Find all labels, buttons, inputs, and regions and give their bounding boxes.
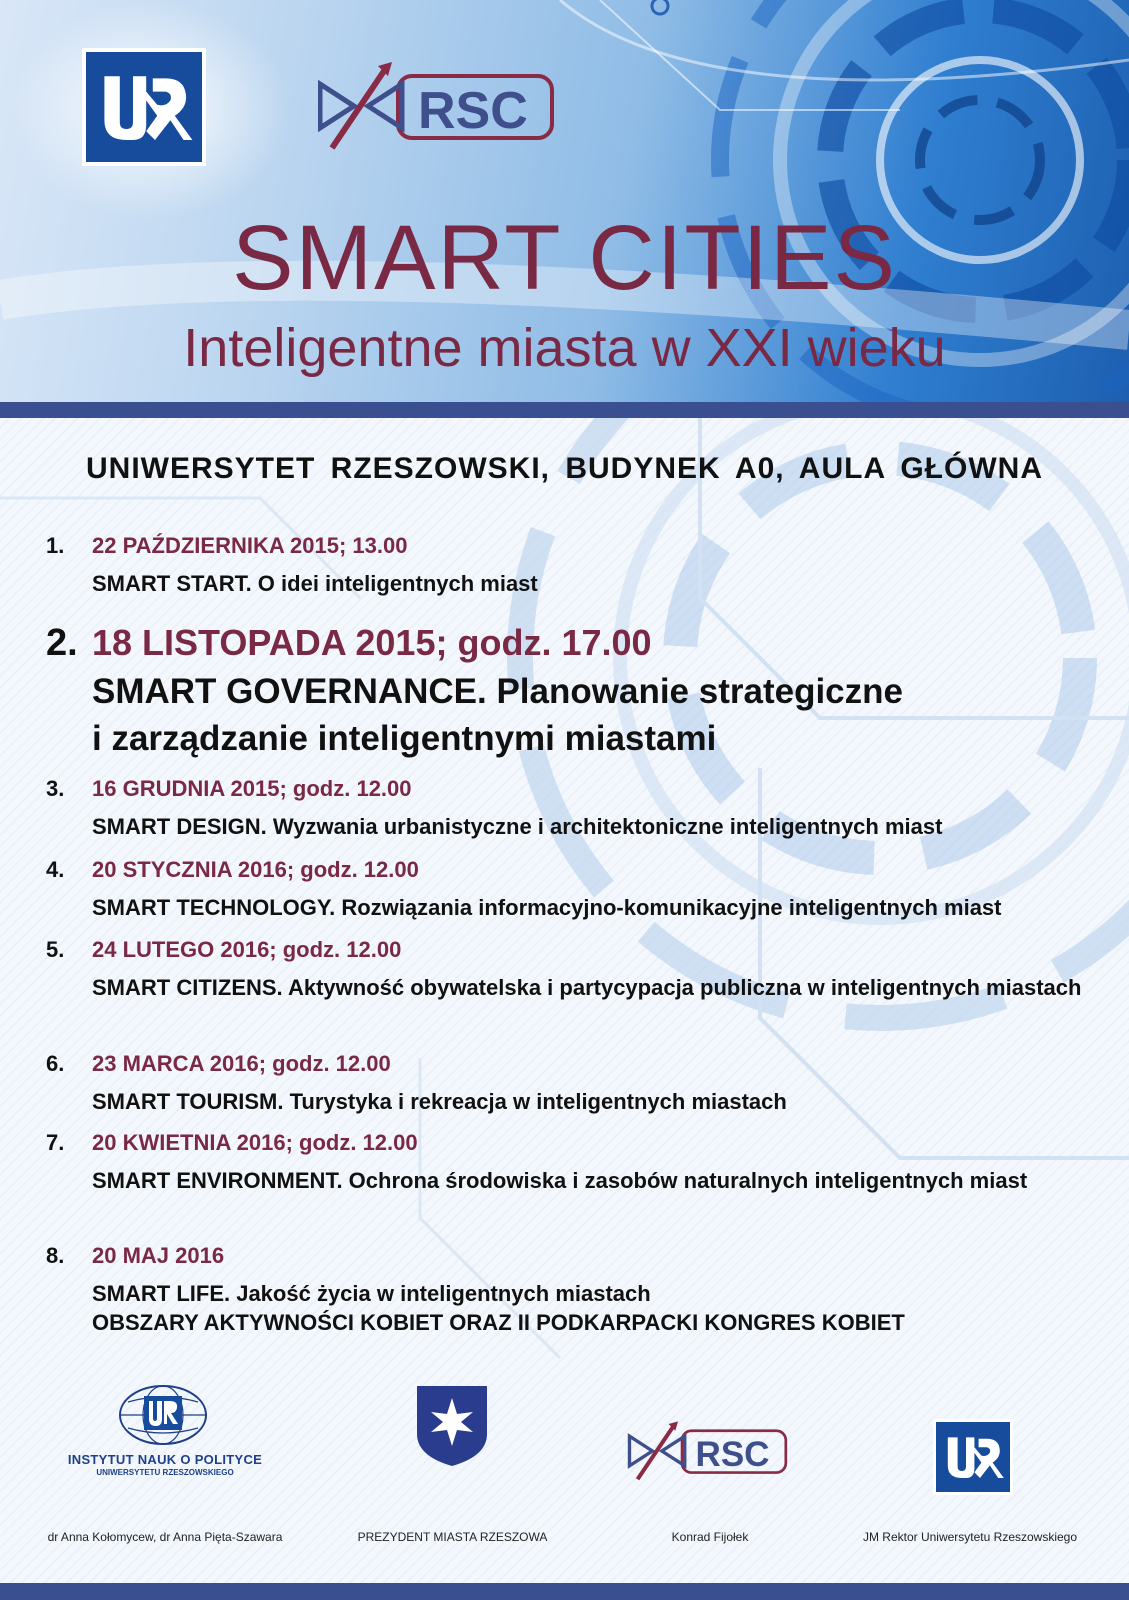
event-date: 24 LUTEGO 2016; godz. 12.00: [92, 937, 402, 962]
sponsor-caption: Konrad Fijołek: [671, 1530, 749, 1544]
sponsor-caption: JM Rektor Uniwersytetu Rzeszowskiego: [862, 1530, 1078, 1544]
event-date: 16 GRUDNIA 2015; godz. 12.00: [92, 776, 412, 801]
event-description: SMART CITIZENS. Aktywność obywatelska i partycypacja publiczna w inteligentnych miastach: [92, 975, 1082, 1000]
institute-name: INSTYTUT NAUK O POLITYCE: [67, 1452, 263, 1467]
rsc-logo-text: RSC: [418, 82, 528, 140]
sponsor-caption: dr Anna Kołomycew, dr Anna Pięta-Szawara: [47, 1530, 283, 1544]
event-extra: OBSZARY AKTYWNOŚCI KOBIET ORAZ II PODKARPACKI KONGRES KOBIET: [92, 1310, 905, 1335]
event-description: SMART TOURISM. Turystyka i rekreacja w inteligentnych miastach: [92, 1089, 787, 1114]
venue-heading: UNIWERSYTET RZESZOWSKI, BUDYNEK A0, AULA GŁÓWNA: [86, 452, 1043, 485]
footer-divider: [0, 1583, 1129, 1600]
header-banner: [0, 0, 1129, 402]
event-description: SMART ENVIRONMENT. Ochrona środowiska i zasobów naturalnych inteligentnych miast: [92, 1168, 1028, 1193]
page-subtitle: Inteligentne miasta w XXI wieku: [183, 318, 946, 378]
event-date: 20 MAJ 2016: [92, 1243, 225, 1268]
rsc-logo: [626, 1420, 792, 1482]
header-divider: [0, 402, 1129, 418]
event-description-line: i zarządzanie inteligentnymi miastami: [92, 719, 717, 758]
rsc-logo: [318, 60, 558, 152]
ur-logo: [933, 1419, 1013, 1495]
rzeszow-crest-icon: [415, 1384, 489, 1468]
sponsor-caption: PREZYDENT MIASTA RZESZOWA: [357, 1530, 548, 1544]
event-number: 4.: [46, 857, 65, 882]
institute-logo: [118, 1384, 208, 1446]
event-description: SMART LIFE. Jakość życia w inteligentnych miastach: [92, 1281, 651, 1306]
event-number: 5.: [46, 937, 65, 962]
event-date: 20 STYCZNIA 2016; godz. 12.00: [92, 857, 419, 882]
event-description: [92, 668, 1112, 762]
event-description: SMART START. O idei inteligentnych miast: [92, 571, 538, 596]
event-number: 8.: [46, 1243, 65, 1268]
page-title: SMART CITIES: [232, 207, 897, 309]
event-description-line: SMART GOVERNANCE. Planowanie strategiczne: [92, 672, 903, 711]
event-number: 7.: [46, 1130, 65, 1155]
rsc-logo-text: RSC: [695, 1434, 770, 1474]
event-description: SMART TECHNOLOGY. Rozwiązania informacyjno-komunikacyjne inteligentnych miast: [92, 895, 1002, 920]
event-number: 6.: [46, 1051, 65, 1076]
event-date: 22 PAŹDZIERNIKA 2015; 13.00: [92, 533, 408, 558]
event-date: 23 MARCA 2016; godz. 12.00: [92, 1051, 391, 1076]
institute-subtitle: UNIWERSYTETU RZESZOWSKIEGO: [96, 1468, 234, 1477]
event-date: 18 LISTOPADA 2015; godz. 17.00: [92, 622, 652, 663]
event-number: 3.: [46, 776, 65, 801]
event-description: SMART DESIGN. Wyzwania urbanistyczne i architektoniczne inteligentnych miast: [92, 814, 943, 839]
ur-logo: [82, 48, 206, 166]
event-number: 2.: [46, 622, 78, 664]
event-date: 20 KWIETNIA 2016; godz. 12.00: [92, 1130, 418, 1155]
event-number: 1.: [46, 533, 65, 558]
